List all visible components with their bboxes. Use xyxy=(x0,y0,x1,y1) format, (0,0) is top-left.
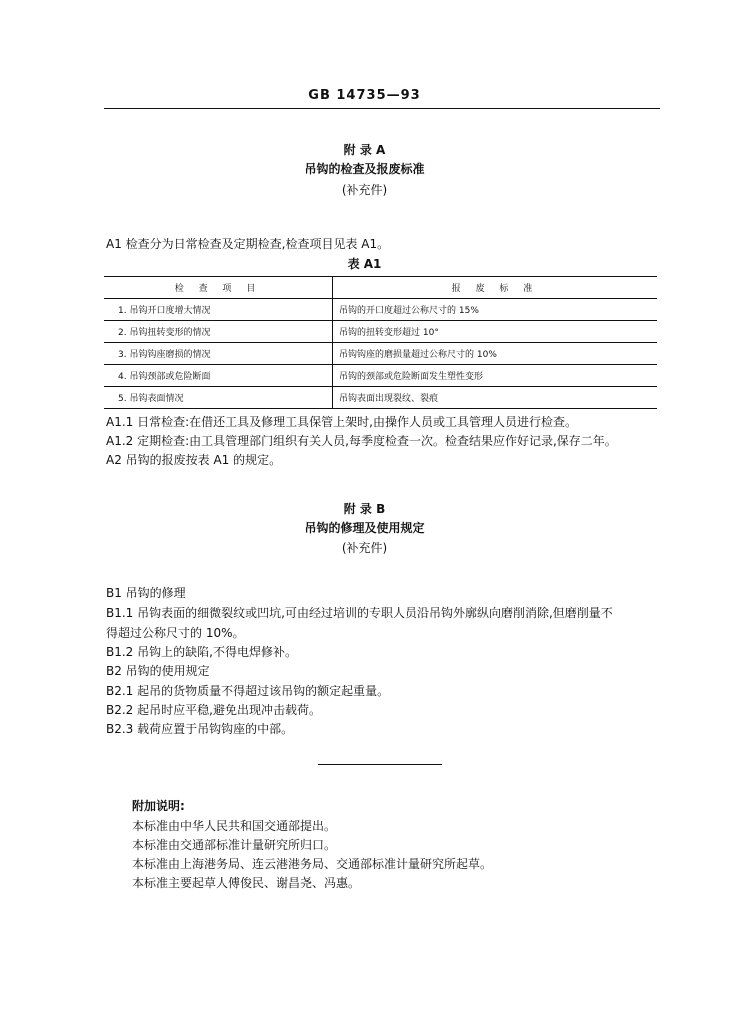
appendix-a-supplement: (补充件) xyxy=(341,183,388,197)
table-cell: 4. 吊钩颈部或危险断面 xyxy=(104,365,333,387)
table-cell: 吊钩钩座的磨损量超过公称尺寸的 10% xyxy=(339,350,497,360)
clause-a1-1: A1.1 日常检查:在借还工具及修理工具保管上架时,由操作人员或工具管理人员进行检查。 xyxy=(106,415,577,429)
clause-b2-2: B2.2 起吊时应平稳,避免出现冲击载荷。 xyxy=(106,703,321,717)
table-row xyxy=(104,387,657,409)
table-header-row xyxy=(104,277,657,299)
table-row xyxy=(104,299,657,321)
clause-b2: B2 吊钩的使用规定 xyxy=(106,664,210,678)
table-header-cell: 报 废 标 准 xyxy=(451,284,539,294)
table-cell: 吊钩表面出现裂纹、裂痕 xyxy=(339,394,439,404)
clause-a2: A2 吊钩的报废按表 A1 的规定。 xyxy=(106,453,282,467)
appendix-a-label: 附 录 A xyxy=(343,143,386,157)
notes-line: 本标准由交通部标准计量研究所归口。 xyxy=(132,838,337,852)
table-cell: 吊钩的扭转变形超过 10° xyxy=(339,328,439,338)
table-row xyxy=(104,321,657,343)
standard-code: GB 14735—93 xyxy=(308,88,421,103)
appendix-b-supplement: (补充件) xyxy=(341,541,388,555)
table-row xyxy=(104,343,657,365)
table-cell: 吊钩的开口度超过公称尺寸的 15% xyxy=(339,306,479,316)
table-header-cell: 检 查 项 目 xyxy=(104,277,333,299)
table-cell: 2. 吊钩扭转变形的情况 xyxy=(104,321,333,343)
clause-b1-2: B1.2 吊钩上的缺陷,不得电焊修补。 xyxy=(106,645,297,659)
notes-line: 本标准由上海港务局、连云港港务局、交通部标准计量研究所起草。 xyxy=(132,857,493,871)
table-cell: 吊钩的颈部或危险断面发生塑性变形 xyxy=(339,372,484,382)
clause-b1-1: B1.1 吊钩表面的细微裂纹或凹坑,可由经过培训的专职人员沿吊钩外廓纵向磨削消除,但磨削量不 xyxy=(106,606,613,620)
table-a1-caption: 表 A1 xyxy=(347,257,382,271)
notes-title: 附加说明: xyxy=(132,799,185,813)
table-cell: 3. 吊钩钩座磨损的情况 xyxy=(104,343,333,365)
clause-b2-3: B2.3 载荷应置于吊钩钩座的中部。 xyxy=(106,722,294,736)
notes-line: 本标准主要起草人傅俊民、谢昌尧、冯惠。 xyxy=(132,876,361,890)
clause-b2-1: B2.1 起吊的货物质量不得超过该吊钩的额定起重量。 xyxy=(106,684,390,698)
table-row xyxy=(104,365,657,387)
end-rule xyxy=(318,764,442,765)
clause-a1-2: A1.2 定期检查:由工具管理部门组织有关人员,每季度检查一次。检查结果应作好记录,保存二年。 xyxy=(106,434,617,448)
table-a1 xyxy=(104,276,657,409)
clause-b1: B1 吊钩的修理 xyxy=(106,586,186,600)
clause-a1: A1 检查分为日常检查及定期检查,检查项目见表 A1。 xyxy=(106,237,390,251)
appendix-a-title: 吊钩的检查及报废标准 xyxy=(304,162,425,176)
table-cell: 5. 吊钩表面情况 xyxy=(104,387,333,409)
appendix-b-label: 附 录 B xyxy=(343,502,386,516)
header-rule xyxy=(104,108,660,109)
clause-b1-1-cont: 得超过公称尺寸的 10%。 xyxy=(106,626,245,640)
appendix-b-title: 吊钩的修理及使用规定 xyxy=(304,521,425,535)
notes-line: 本标准由中华人民共和国交通部提出。 xyxy=(132,819,337,833)
table-cell: 1. 吊钩开口度增大情况 xyxy=(104,299,333,321)
